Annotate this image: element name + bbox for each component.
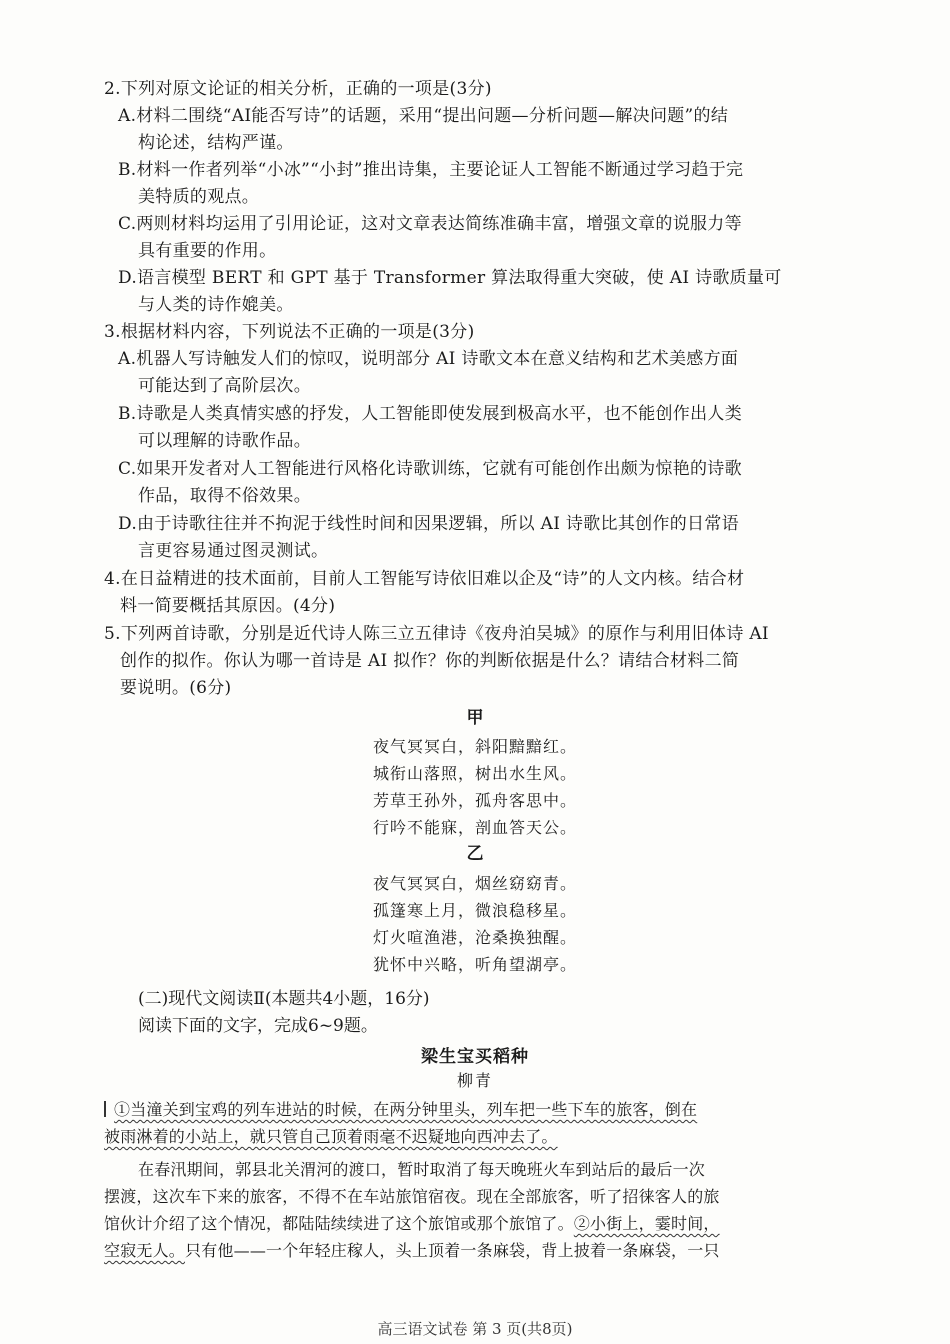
poem-jia-line: 城衔山落照，树出水生风。 [372,764,577,783]
story-para-2-line-1: 在春汛期间，郭县北关渭河的渡口，暂时取消了每天晚班火车到站后的最后一次 [138,1160,706,1179]
q3-stem: 3.根据材料内容，下列说法不正确的一项是(3分) [104,322,475,342]
story-para-1-line-2 [104,1123,864,1150]
annotated-sentence-2: ②小街上，霎时间， [573,1214,720,1233]
annotated-sentence-1: ①当潼关到宝鸡的列车进站的时候，在两分钟里头，列车把一些下车的旅客，倒在 [114,1100,698,1119]
q2-option-a-cont: 构论述，结构严谨。 [138,133,294,153]
story-title: 梁生宝买稻种 [421,1047,529,1067]
annotated-sentence-2-cont: 空寂无人。 [104,1241,186,1260]
q5-line-2: 创作的拟作。你认为哪一首诗是 AI 拟作？你的判断依据是什么？请结合材料二简 [120,651,740,671]
q2-option-d: D.语言模型 BERT 和 GPT 基于 Transformer 算法取得重大突破，使 AI 诗歌质量可 [118,268,782,288]
poem-yi-title: 乙 [466,844,484,864]
story-para-1-line-1 [104,1096,864,1123]
q2-option-d-cont: 与人类的诗作媲美。 [138,295,294,315]
q3-option-a: A.机器人写诗触发人们的惊叹，说明部分 AI 诗歌文本在意义结构和艺术美感方面 [118,349,739,369]
poem-jia-line: 夜气冥冥白，斜阳黯黯红。 [372,737,577,756]
story-para-2-line-2: 摆渡，这次车下来的旅客，不得不在车站旅馆宿夜。现在全部旅客，听了招徕客人的旅 [104,1187,720,1206]
q3-option-d: D.由于诗歌往往并不拘泥于线性时间和因果逻辑，所以 AI 诗歌比其创作的日常语 [118,514,739,534]
q2-option-b-cont: 美特质的观点。 [138,187,260,207]
story-para-2-line-3 [104,1210,864,1237]
poem-yi-line: 孤篷寒上月，微浪稳移星。 [372,901,577,920]
poem-yi-line: 夜气冥冥白，烟丝窈窈青。 [372,874,577,893]
q3-option-a-cont: 可能达到了高阶层次。 [138,376,311,396]
poem-jia-title: 甲 [466,708,484,728]
q5-line-1: 5.下列两首诗歌，分别是近代诗人陈三立五律诗《夜舟泊吴城》的原作与利用旧体诗 AI [104,624,769,644]
poem-yi-line: 灯火喧渔港，沧桑换独醒。 [372,928,577,947]
q3-option-b: B.诗歌是人类真情实感的抒发，人工智能即使发展到极高水平，也不能创作出人类 [118,404,742,424]
section-instruction: 阅读下面的文字，完成6~9题。 [138,1016,378,1036]
poem-yi-line: 犹怀中兴略，听角望湖亭。 [372,955,577,974]
story-author: 柳青 [456,1071,493,1090]
q2-option-c-cont: 具有重要的作用。 [138,241,277,261]
annotated-sentence-1-cont: 被雨淋着的小站上，就只管自己顶着雨毫不迟疑地向西冲去了。 [104,1127,558,1146]
q2-option-a: A.材料二围绕“AI能否写诗”的话题，采用“提出问题—分析问题—解决问题”的结 [118,106,729,126]
margin-mark [104,1101,106,1117]
q3-option-b-cont: 可以理解的诗歌作品。 [138,431,311,451]
story-text: 只有他——一个年轻庄稼人，头上顶着一条麻袋，背上披着一条麻袋，一只 [185,1241,720,1260]
q5-line-3: 要说明。(6分) [120,678,232,698]
q2-option-c: C.两则材料均运用了引用论证，这对文章表达简练准确丰富，增强文章的说服力等 [118,214,742,234]
story-para-2-line-4 [104,1237,864,1264]
q3-option-d-cont: 言更容易通过图灵测试。 [138,541,329,561]
q4-line-2: 料一简要概括其原因。(4分) [120,596,336,616]
q3-option-c: C.如果开发者对人工智能进行风格化诗歌训练，它就有可能创作出颇为惊艳的诗歌 [118,459,742,479]
poem-jia-line: 行吟不能寐，剖血答天公。 [372,818,577,837]
page-footer: 高三语文试卷 第 3 页(共8页) [377,1320,573,1338]
q2-option-b: B.材料一作者列举“小冰”“小封”推出诗集，主要论证人工智能不断通过学习趋于完 [118,160,744,180]
poem-jia-line: 芳草王孙外，孤舟客思中。 [372,791,577,810]
q4-line-1: 4.在日益精进的技术面前，目前人工智能写诗依旧难以企及“诗”的人文内核。结合材 [104,569,745,589]
section-heading: (二)现代文阅读Ⅱ(本题共4小题，16分) [138,989,430,1009]
story-text: 馆伙计介绍了这个情况，都陆陆续续进了这个旅馆或那个旅馆了。 [104,1214,574,1233]
q2-stem: 2.下列对原文论证的相关分析，正确的一项是(3分) [104,79,492,99]
q3-option-c-cont: 作品，取得不俗效果。 [138,486,311,506]
